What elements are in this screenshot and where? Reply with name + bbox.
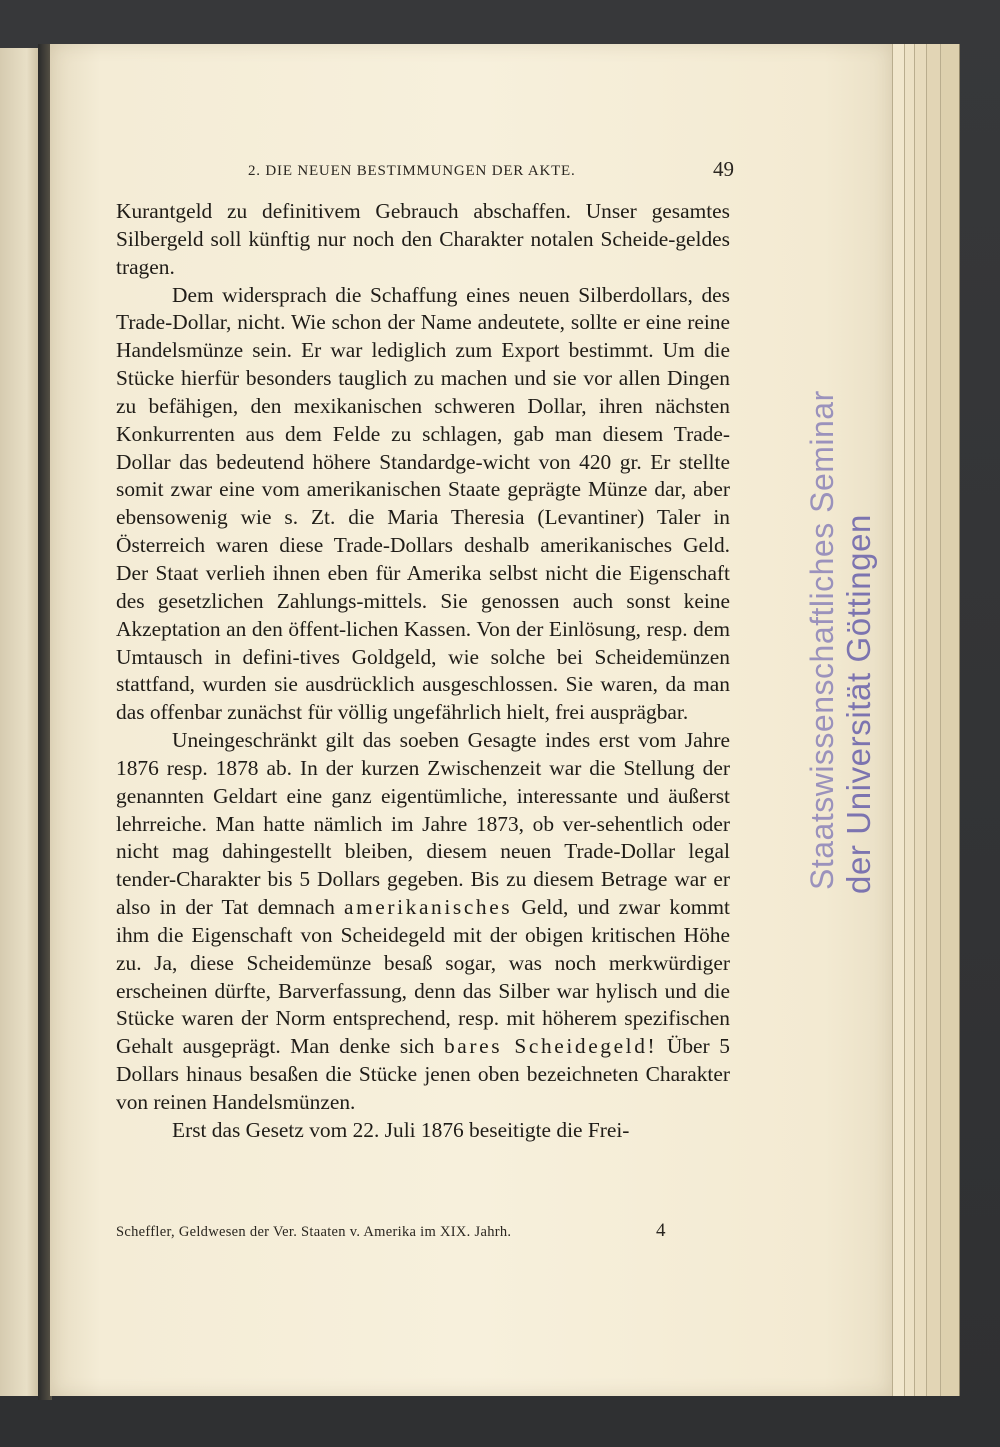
paragraph-3-text-b: Geld, und zwar kommt ihm die Eigenschaft von Scheidegeld mit der obigen kritischen Höhe zu. Ja, diese Scheidemünze besaß sogar, was noch merkwürdiger erscheinen dürfte, Barverfassung, denn das Silber war hylisch und die Stücke waren der Norm entsprechend, resp. mit höherem spezifischen Gehalt ausgeprägt. Man denke sich	[116, 895, 730, 1059]
running-head	[200, 157, 736, 185]
library-stamp	[798, 390, 886, 900]
page-number: 49	[713, 157, 734, 181]
body-text	[116, 198, 730, 1145]
paragraph-4: Erst das Gesetz vom 22. Juli 1876 beseitigte die Frei-	[172, 1117, 630, 1142]
signature-line: Scheffler, Geldwesen der Ver. Staaten v. Amerika im XIX. Jahrh.	[116, 1224, 512, 1240]
stamp-line-1: Staatswissenschaftliches Seminar	[804, 390, 840, 890]
left-page-edge	[0, 48, 40, 1396]
running-title: 2. DIE NEUEN BESTIMMUNGEN DER AKTE.	[248, 163, 576, 179]
paragraph-1: Kurantgeld zu definitivem Gebrauch abschaffen. Unser gesamtes Silbergeld soll künftig nur noch den Charakter notalen Scheide-geldes tragen.	[116, 199, 730, 279]
paragraph-3-text-a: Uneingeschränkt gilt das soeben Gesagte indes erst vom Jahre 1876 resp. 1878 ab. In der kurzen Zwischenzeit war die Stellung der genannten Geldart eine ganz eigentümliche, interessante und äußerst lehrreiche. Man hatte nämlich im Jahre 1873, ob ver-sehentlich oder nicht mag dahingestellt bleiben, diesem neuen Trade-Dollar legal tender-Charakter bis 5 Dollars gegeben. Bis zu diesem Betrage war er also in der Tat demnach	[116, 728, 730, 920]
stamp-line-2: der Universität Göttingen	[840, 513, 877, 894]
emphasis-bares-scheidegeld: bares Scheidegeld!	[444, 1034, 658, 1059]
page-stack-edge	[926, 44, 941, 1396]
emphasis-amerikanisches: amerikanisches	[343, 895, 513, 920]
paragraph-3-text-c: Über 5 Dollars hinaus besaßen die Stücke jenen oben bezeichneten Charakter von reinen Handelsmünzen.	[116, 1034, 731, 1114]
paragraph-2: Dem widersprach die Schaffung eines neuen Silberdollars, des Trade-Dollar, nicht. Wie schon der Name andeutete, sollte er eine reine Handelsmünze sein. Er war lediglich zum Export bestimmt. Um die Stücke hierfür besonders tauglich zu machen und sie vor allen Dingen zu befähigen, den mexikanischen schweren Dollar, ihren nächsten Konkurrenten aus dem Felde zu schlagen, gab man diesem Trade-Dollar das bedeutend höhere Standardge-wicht von 420 gr. Er stellte somit zwar eine vom amerikanischen Staate geprägte Münze dar, aber ebensowenig wie s. Zt. die Maria Theresia (Levantiner) Taler in Österreich waren diese Trade-Dollars deshalb amerikanisches Geld. Der Staat verlieh ihnen eben für Amerika selbst nicht die Eigenschaft des gesetzlichen Zahlungs-mittels. Sie genossen auch sonst keine Akzeptation an den öffent-lichen Kassen. Von der Einlösung, resp. dem Umtausch in defini-tives Goldgeld, wie solche bei Scheidemünzen stattfand, wurden sie ausdrücklich ausgeschlossen. Sie waren, da man das offenbar zunächst für völlig ungefährlich hielt, frei ausprägbar.	[116, 282, 730, 725]
signature-footer	[116, 1220, 676, 1244]
paragraph-3	[116, 727, 730, 1117]
page-stack-edge	[940, 44, 960, 1396]
signature-mark: 4	[656, 1220, 666, 1241]
